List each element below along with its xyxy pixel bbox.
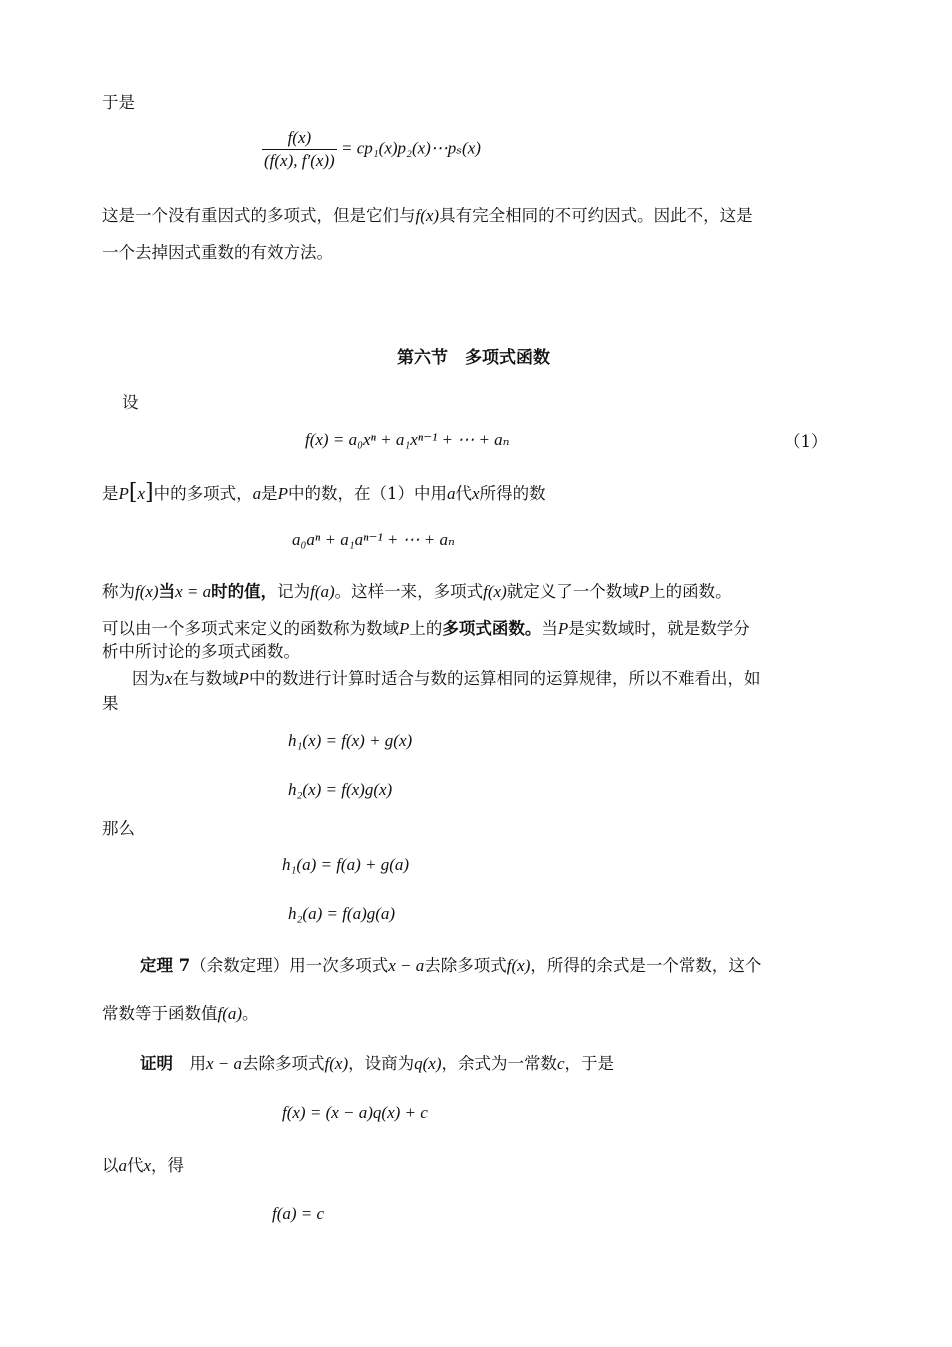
math-a: a — [252, 484, 262, 503]
bold-text: 当 — [158, 582, 176, 601]
math-x-minus-a: x − a — [388, 956, 425, 975]
math-fx: f(x) — [506, 956, 531, 975]
math-fx: f(x) — [135, 582, 159, 601]
bracket-right: ] — [145, 480, 154, 505]
equation-h1x: h₁(x) = f(x) + g(x) — [288, 731, 413, 750]
text-span: 在与数域 — [172, 669, 239, 688]
text-span: 可以由一个多项式来定义的函数称为数域 — [102, 619, 399, 638]
text-span: 因为 — [132, 669, 165, 688]
text-span: ，余式为一常数 — [441, 1054, 557, 1073]
text-span: 是实数域时，就是数学分 — [568, 619, 750, 638]
text-span: 所得的数 — [479, 484, 546, 503]
math-P: P — [557, 619, 569, 638]
math-qx: q(x) — [414, 1054, 442, 1073]
text-span: 去除多项式 — [242, 1054, 325, 1073]
text-span: 具有完全相同的不可约因式。因此不，这是 — [439, 206, 753, 225]
text-span: ，所得的余式是一个常数，这个 — [530, 956, 762, 975]
math-x: x — [165, 669, 173, 688]
math-fa: f(a) — [217, 1004, 243, 1023]
text-span: 是 — [102, 484, 119, 503]
text-span: （余数定理）用一次多项式 — [190, 956, 389, 975]
math-x-minus-a: x − a — [206, 1054, 243, 1073]
text-she: 设 — [122, 393, 139, 412]
line-polynomial-in-px — [102, 482, 546, 505]
text-span: ，设商为 — [348, 1054, 415, 1073]
math-x-eq-a: x = a — [175, 582, 212, 601]
section-title: 第六节 多项式函数 — [397, 348, 550, 368]
text-span: 用 — [189, 1054, 206, 1073]
bracket-left: [ — [128, 480, 138, 505]
text-span: 当 — [541, 619, 558, 638]
math-x: x — [137, 484, 146, 503]
text-span: 中的数进行计算时适合与数的运算相同的运算规律，所以不难看出，如 — [248, 669, 761, 688]
equation-h2a: h₂(a) = f(a)g(a) — [288, 904, 396, 923]
math-P: P — [277, 484, 289, 503]
bold-text: 时的值， — [211, 582, 278, 601]
math-c: c — [557, 1054, 565, 1073]
proof-line — [140, 1053, 614, 1075]
text-span: 上的函数。 — [649, 582, 732, 601]
fraction-numerator: f(x) — [262, 128, 337, 150]
para1-line2: 一个去掉因式重数的有效方法。 — [102, 243, 333, 262]
text-span: 就定义了一个数域 — [506, 582, 639, 601]
equation-h1a: h₁(a) = f(a) + g(a) — [282, 855, 410, 874]
text-span: 中的数，在（1）中用 — [288, 484, 448, 503]
text-span: 常数等于函数值 — [102, 1004, 218, 1023]
def-line2 — [102, 618, 750, 640]
equation-h2x: h₂(x) = f(x)g(x) — [288, 780, 393, 799]
math-P: P — [638, 582, 650, 601]
para3-line1 — [132, 668, 760, 690]
math-fx: f(x) — [324, 1054, 349, 1073]
text-span: 记为 — [277, 582, 311, 601]
math-x: x — [472, 484, 480, 503]
equation-1: f(x) = a₀xⁿ + a₁xⁿ⁻¹ + ⋯ + aₙ — [305, 430, 510, 449]
math-x: x — [143, 1156, 152, 1175]
text-span: 上的 — [409, 619, 443, 638]
text-span: ，得 — [151, 1156, 185, 1175]
text-span: 。这样一来，多项式 — [334, 582, 484, 601]
def-line3: 析中所讨论的多项式函数。 — [102, 642, 300, 661]
text-span: 。 — [242, 1004, 259, 1023]
fraction-rhs: = cp₁(x)p₂(x)⋯pₛ(x) — [340, 138, 481, 158]
proof-label: 证明 — [140, 1054, 173, 1073]
fraction-denominator: (f(x), f′(x)) — [264, 151, 335, 170]
math-a: a — [118, 1156, 127, 1175]
equation-proof: f(x) = (x − a)q(x) + c — [282, 1103, 428, 1122]
theorem-label: 定理 7 — [140, 956, 191, 975]
math-P: P — [118, 484, 129, 503]
text-name-me: 那么 — [102, 819, 135, 838]
substitute-line — [102, 1155, 184, 1177]
math-P: P — [399, 619, 410, 638]
text-span: 称为 — [102, 582, 135, 601]
text-span: 去除多项式 — [424, 956, 507, 975]
equation-2: a₀aⁿ + a₁aⁿ⁻¹ + ⋯ + aₙ — [292, 530, 455, 549]
math-fx: f(x) — [483, 582, 507, 601]
text-span: 中的多项式， — [153, 484, 253, 503]
text-span: 是 — [261, 484, 278, 503]
text-span: ，于是 — [564, 1054, 615, 1073]
math-a: a — [447, 484, 456, 503]
equation-1-label: （1） — [784, 432, 828, 451]
theorem-line1 — [140, 955, 761, 977]
text-span: 代 — [455, 484, 473, 503]
text-span: 这是一个没有重因式的多项式，但是它们与 — [102, 206, 416, 225]
para3-line2: 果 — [102, 694, 119, 713]
math-fx: f(x) — [415, 206, 440, 225]
text-yushi: 于是 — [102, 93, 135, 112]
formula-fraction — [262, 128, 481, 171]
math-P: P — [238, 669, 249, 688]
def-line1 — [102, 581, 732, 603]
equation-final: f(a) = c — [272, 1204, 325, 1223]
theorem-line2 — [102, 1003, 259, 1025]
text-span: 以 — [102, 1156, 119, 1175]
para1-line1 — [102, 205, 753, 227]
math-fa: f(a) — [310, 582, 335, 601]
bold-text: 多项式函数。 — [442, 619, 542, 638]
text-span: 代 — [127, 1156, 144, 1175]
